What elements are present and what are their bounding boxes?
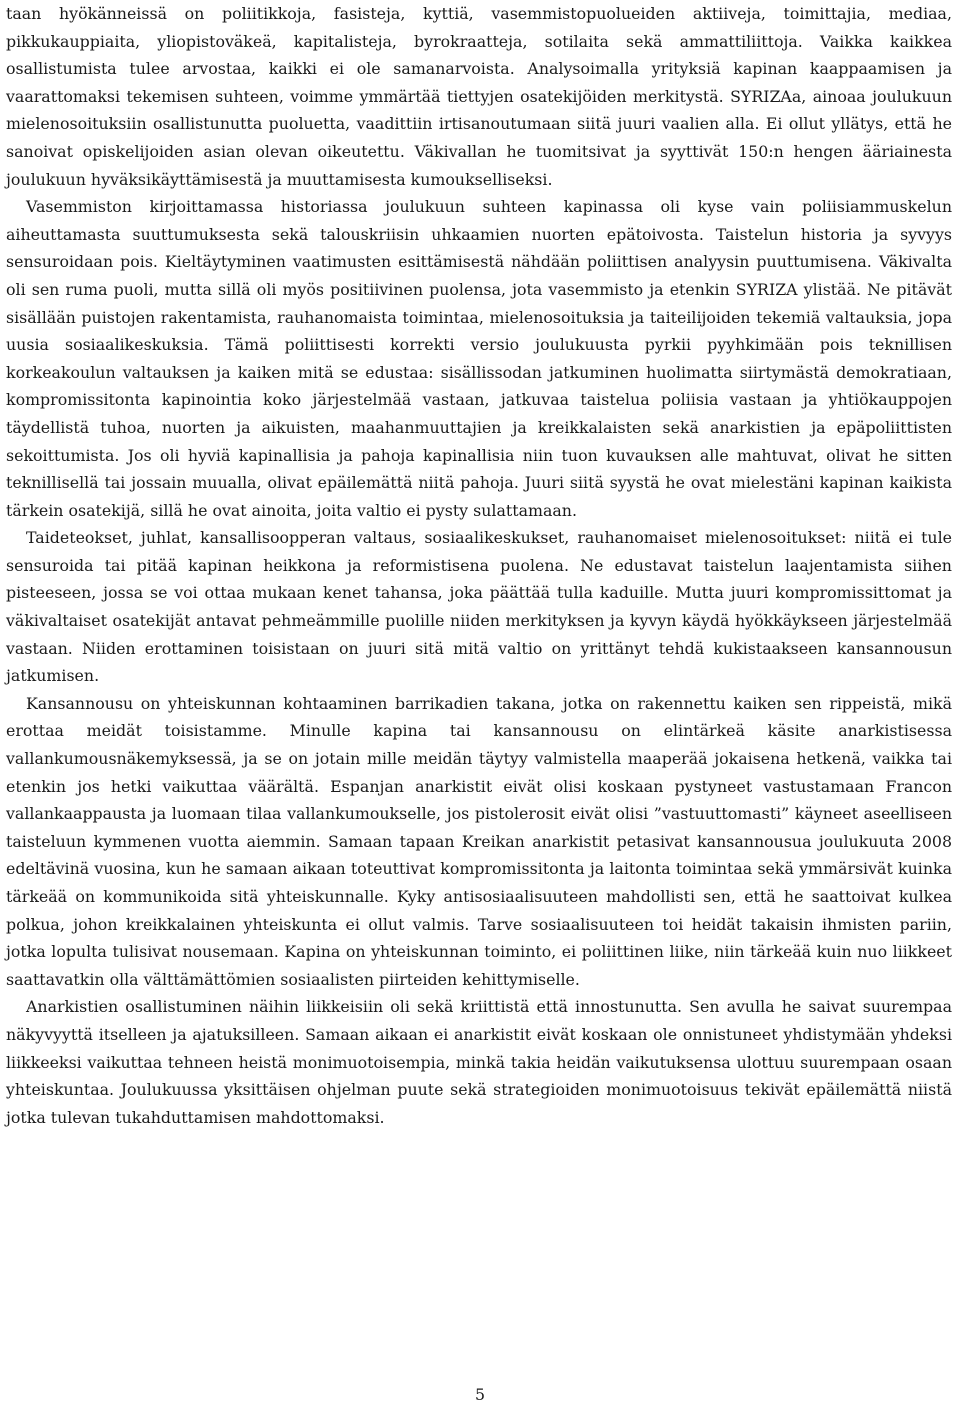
paragraph-4: Kansannousu on yhteiskunnan kohtaaminen barrikadien takana, jotka on rakennettu kaiken sen rippeistä, mikä erottaa meidät toisistamme. Minulle kapina tai kansannousu on elintärkeä käsite anarkistisessa vallankumousnäkemyksessä, ja se on jotain mille meidän täytyy valmistella maaperää jokaisena hetkenä, vaikka tai etenkin jos hetki vaikuttaa väärältä. Espanjan anarkistit eivät olisi koskaan pystyneet vastustamaan Francon vallankaappausta ja luomaan tilaa vallankumoukselle, jos pistolerosit eivät olisi ”vastuuttomasti” käyneet aseelliseen taisteluun kymmenen vuotta aiemmin. Samaan tapaan Kreikan anarkistit petasivat kansannousua joulukuuta 2008 edeltävinä vuosina, kun he samaan aikaan toteuttivat kompromissitonta ja laitonta toimintaa sekä ymmärsivät kuinka tärkeää on kommunikoida sitä yhteiskunnalle. Kyky antisosiaalisuuteen mahdollisti sen, että he saattoivat kulkea polkua, johon kreikkalainen yhteiskunta ei ollut valmis. Tarve sosiaalisuuteen toi heidät takaisin ihmisten pariin, jotka lopulta tulisivat nousemaan. Kapina on yhteiskunnan toiminto, ei poliittinen liike, niin tärkeää kuin nuo liikkeet saattavatkin olla välttämättömien sosiaalisten piirteiden kehittymiselle. [6, 693, 952, 989]
paragraph-5: Anarkistien osallistuminen näihin liikkeisiin oli sekä kriittistä että innostunutta. Sen avulla he saivat suurempaa näkyvyyttä itselleen ja ajatuksilleen. Samaan aikaan ei anarkistit eivät koskaan ole onnistuneet yhdistymään yhdeksi liikkeeksi vaikuttaa tehneen heistä monimuotoisempia, minkä takia heidän vaikutuksensa ulottuu suurempaan osaan yhteiskuntaa. Joulukuussa yksittäisen ohjelman puute sekä strategioiden monimuotoisuus tekivät epäilemättä niistä jotka tulevan tukahduttamisen mahdottomaksi. [6, 997, 952, 1127]
paragraph-2: Vasemmiston kirjoittamassa historiassa joulukuun suhteen kapinassa oli kyse vain poliisiammuskelun aiheuttamasta suuttumuksesta sekä talouskriisin uhkaamien nuorten epätoivosta. Taistelun historia ja syvyys sensuroidaan pois. Kieltäytyminen vaatimusten esittämisestä nähdään poliittisen analyysin puuttumisena. Väkivalta oli sen ruma puoli, mutta sillä oli myös positiivinen puolensa, jota vasemmisto ja etenkin SYRIZA ylistää. Ne pitävät sisällään puistojen rakentamista, rauhanomaista toimintaa, mielenosoituksia ja taiteilijoiden tekemiä valtauksia, jopa uusia sosiaalikeskuksia. Tämä poliittisesti korrekti versio joulukuusta pyrkii pyyhkimään pois teknillisen korkeakoulun valtauksen ja kaiken mitä se edustaa: sisällissodan jatkuminen huolimatta siirtymästä demokratiaan, kompromissitonta kapinointia koko järjestelmää vastaan, jatkuvaa taistelua poliisia vastaan ja yhtiökauppojen täydellistä tuhoa, nuorten ja aikuisten, maahanmuuttajien ja kreikkalaisten sekä anarkistien ja epäpoliittisten sekoittumista. Jos oli hyviä kapinallisia ja pahoja kapinallisia niin tuon kuvauksen alle mahtuvat, olivat he sitten teknillisellä tai jossain muualla, olivat epäilemättä niitä pahoja. Juuri siitä syystä he ovat mielestäni kapinan kaikista tärkein osatekijä, sillä he ovat ainoita, joita valtio ei pysty sulattamaan. [6, 197, 952, 520]
page-number: 5 [474, 1385, 486, 1404]
document-page [6, 0, 952, 1131]
paragraph-3: Taideteokset, juhlat, kansallisoopperan valtaus, sosiaalikeskukset, rauhanomaiset mielenosoitukset: niitä ei tule sensuroida tai pitää kapinan heikkona ja reformistisena puolena. Ne edustavat taistelun laajentamista siihen pisteeseen, jossa se voi ottaa mukaan kenet tahansa, joka päättää tulla kaduille. Mutta juuri kompromissittomat ja väkivaltaiset osatekijät antavat pehmeämmille puolille niiden merkityksen ja kyvyn käydä hyökkäykseen järjestelmää vastaan. Niiden erottaminen toisistaan on juuri sitä mitä valtio on yrittänyt tehdä kukistaakseen kansannousun jatkumisen. [6, 528, 952, 686]
paragraph-1: taan hyökänneissä on poliitikkoja, fasisteja, kyttiä, vasemmistopuolueiden aktiiveja, toimittajia, mediaa, pikkukauppiaita, yliopistoväkeä, kapitalisteja, byrokraatteja, sotilaita sekä ammattiliittoja. Vaikka kaikkea osallistumista tulee arvostaa, kaikki ei ole samanarvoista. Analysoimalla yrityksiä kapinan kaappaamisen ja vaarattomaksi tekemisen suhteen, voimme ymmärtää tiettyjen osatekijöiden merkitystä. SYRIZAa, ainoaa joulukuun mielenosoituksiin osallistunutta puoluetta, vaadittiin irtisanoutumaan siitä juuri vaalien alla. Ei ollut yllätys, että he sanoivat opiskelijoiden asian olevan oikeutettu. Väkivallan he tuomitsivat ja syyttivät 150:n hengen ääriainesta joulukuun hyväksikäyttämisestä ja muuttamisesta kumoukselliseksi. [6, 4, 952, 189]
